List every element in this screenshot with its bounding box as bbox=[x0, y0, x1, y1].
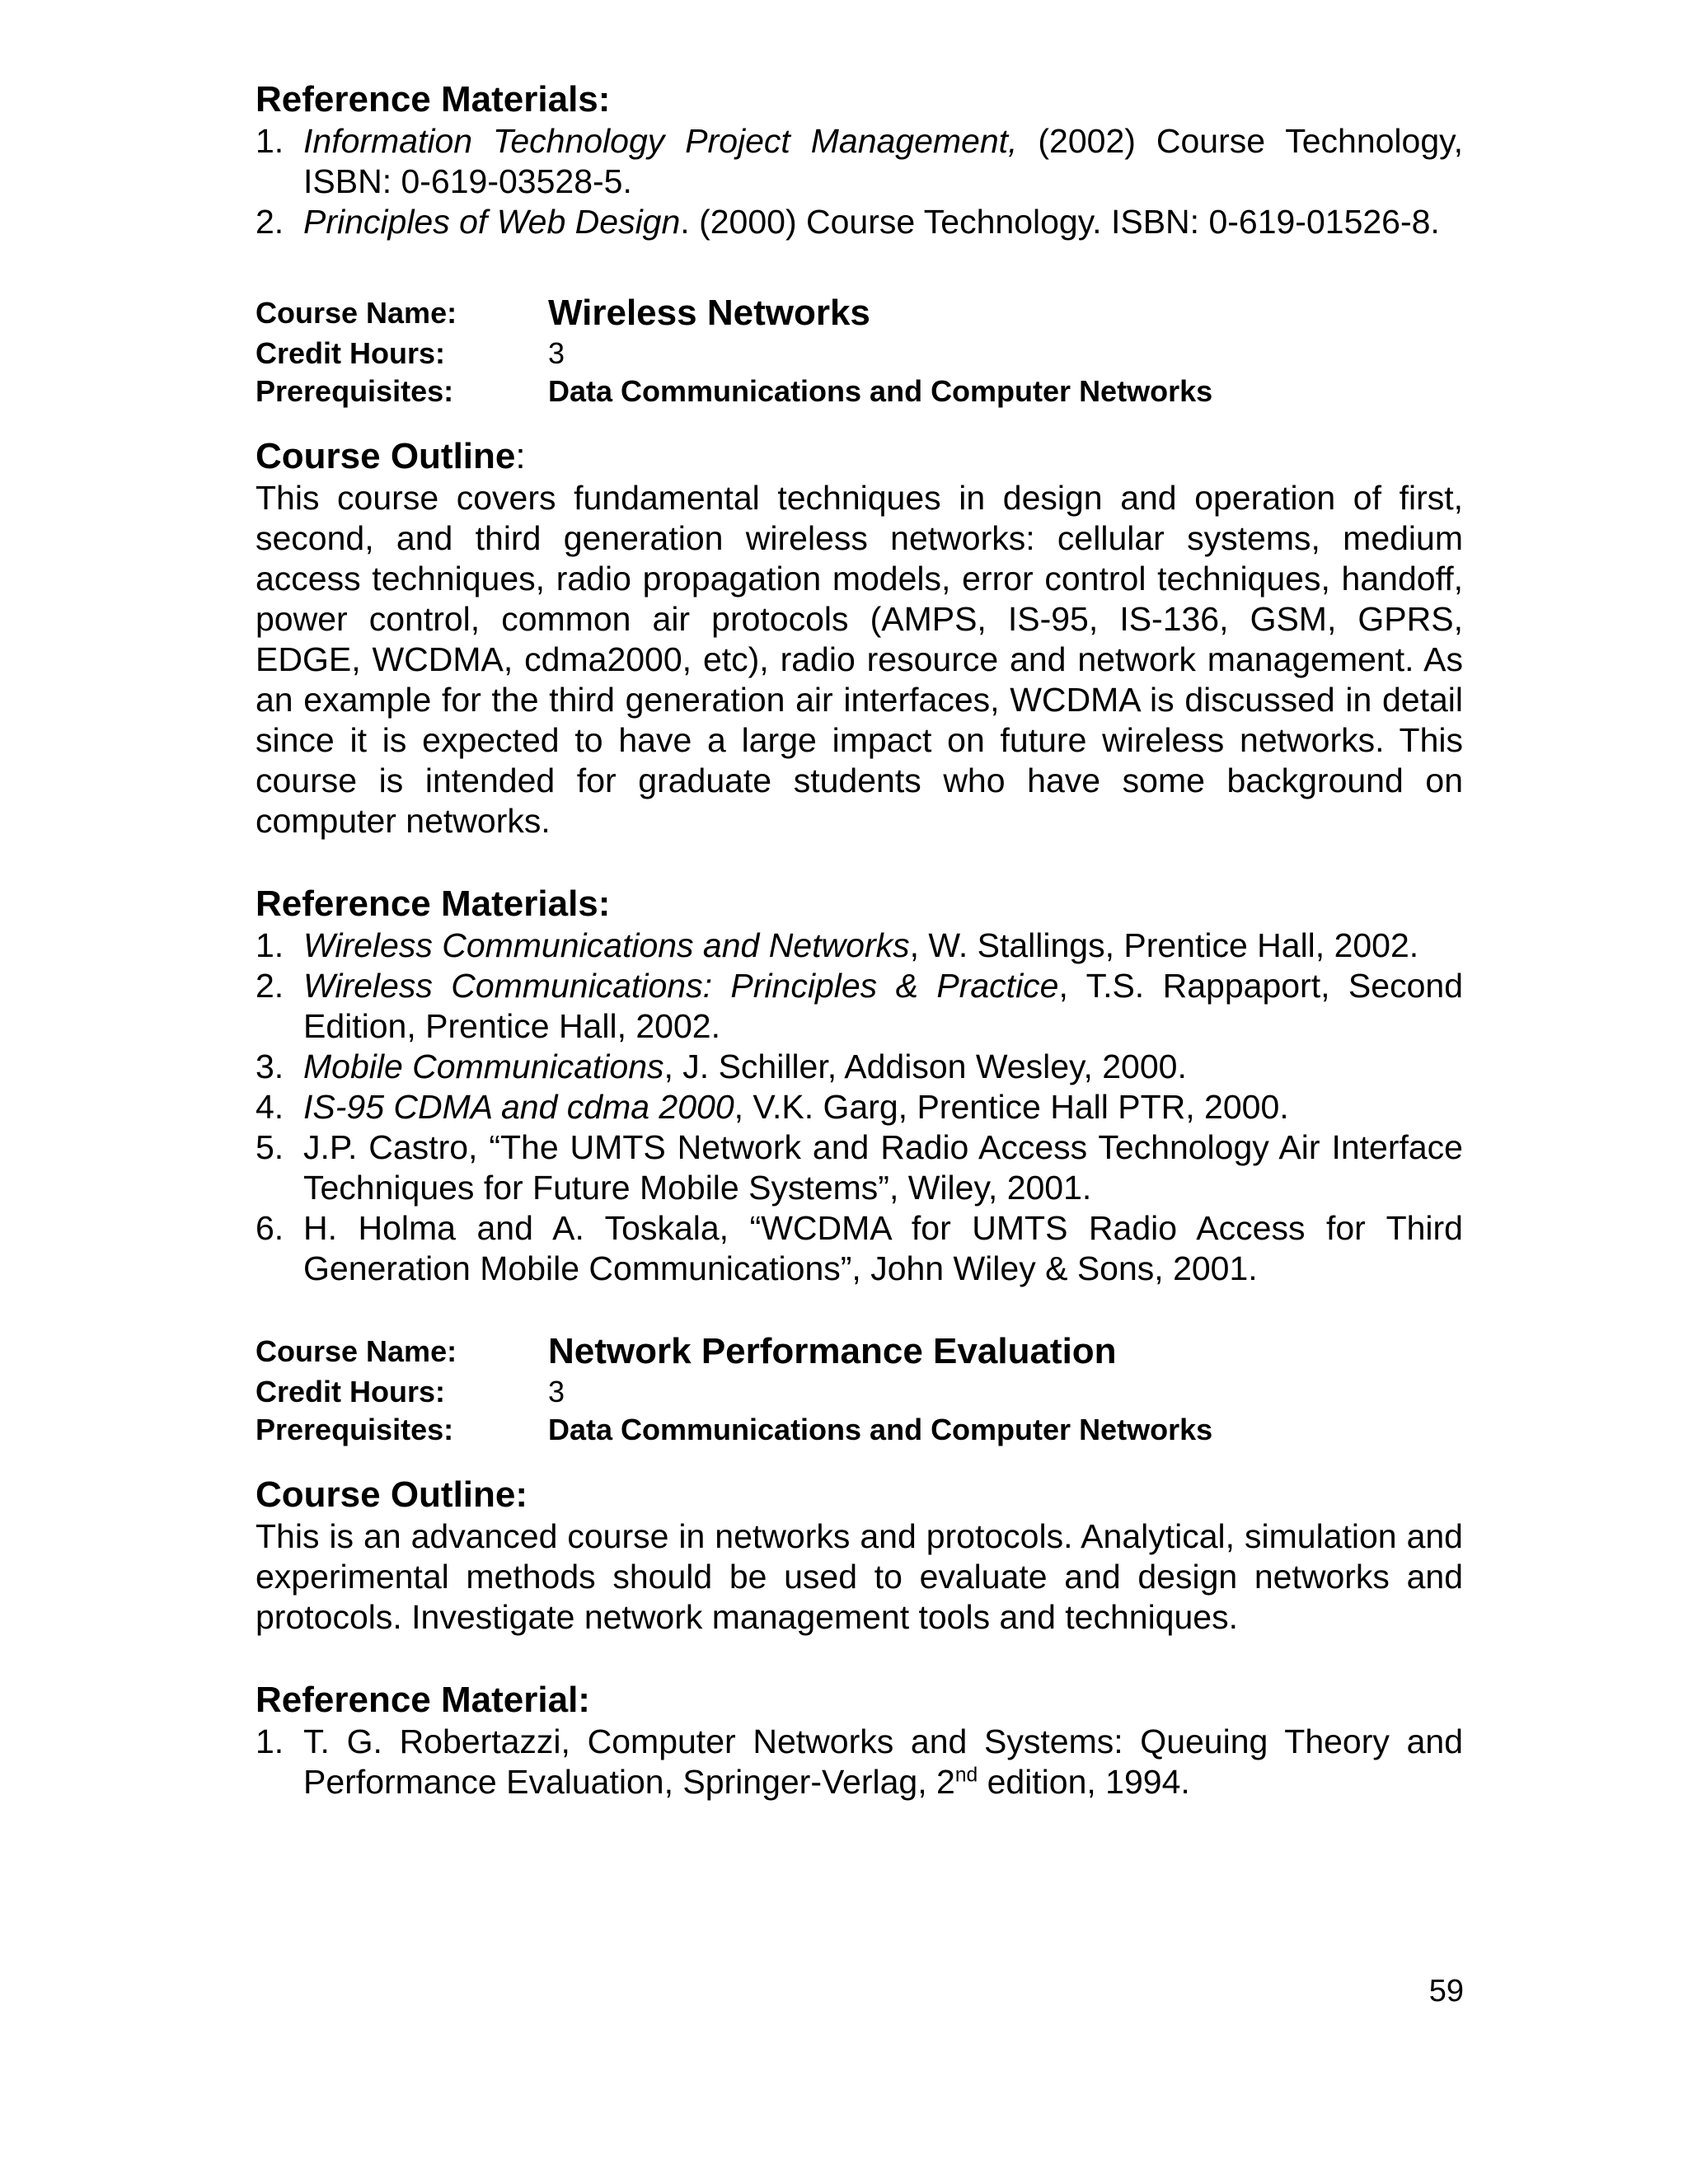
reference-item bbox=[256, 1722, 1463, 1802]
reference-item bbox=[256, 121, 1463, 202]
credit-hours-value: 3 bbox=[548, 336, 565, 370]
course-outline-heading: Course Outline: bbox=[256, 1474, 528, 1515]
reference-material-heading: Reference Material: bbox=[256, 1680, 590, 1720]
prerequisites-label: Prerequisites: bbox=[256, 374, 454, 408]
reference-number: 2. bbox=[256, 203, 284, 241]
course-outline-heading-colon: : bbox=[515, 436, 526, 476]
reference-details: J.P. Castro, “The UMTS Network and Radio Access Technology Air Interface Techniques for Future Mobile Systems”, Wiley, 2001. bbox=[303, 1128, 1463, 1207]
reference-item bbox=[256, 202, 1463, 242]
reference-materials-heading: Reference Materials: bbox=[256, 883, 611, 924]
reference-item bbox=[256, 1047, 1463, 1087]
reference-title: IS-95 CDMA and cdma 2000 bbox=[303, 1088, 734, 1126]
course-name-label: Course Name: bbox=[256, 296, 457, 330]
reference-details: , W. Stallings, Prentice Hall, 2002. bbox=[909, 926, 1419, 964]
reference-number: 2. bbox=[256, 967, 284, 1005]
course-outline-heading bbox=[256, 435, 1463, 478]
reference-details: (2002) Course Technology, ISBN: 0-619-03528-5. bbox=[303, 122, 1463, 200]
reference-item bbox=[256, 1127, 1463, 1208]
reference-item bbox=[256, 1087, 1463, 1127]
reference-details-end: edition, 1994. bbox=[978, 1763, 1190, 1801]
reference-title: Information Technology Project Management, bbox=[303, 122, 1018, 160]
credit-hours-value: 3 bbox=[548, 1375, 565, 1408]
course-name: Wireless Networks bbox=[548, 293, 870, 333]
reference-materials-heading: Reference Materials: bbox=[256, 79, 611, 120]
reference-item bbox=[256, 926, 1463, 966]
credit-hours-label: Credit Hours: bbox=[256, 336, 446, 370]
reference-title: Principles of Web Design bbox=[303, 203, 681, 241]
edition-superscript: nd bbox=[954, 1764, 978, 1787]
reference-number: 1. bbox=[256, 926, 284, 964]
course-info-network-performance-evaluation bbox=[256, 1330, 1463, 1449]
page-number: 59 bbox=[1428, 1974, 1464, 2008]
course-name: Network Performance Evaluation bbox=[548, 1331, 1117, 1371]
reference-item bbox=[256, 1208, 1463, 1289]
reference-details: . (2000) Course Technology. ISBN: 0-619-01526-8. bbox=[680, 203, 1440, 241]
reference-list bbox=[256, 1722, 1463, 1802]
reference-title: Wireless Communications: Principles & Practice bbox=[303, 967, 1059, 1005]
reference-details: , J. Schiller, Addison Wesley, 2000. bbox=[663, 1047, 1187, 1085]
prerequisites-value: Data Communications and Computer Networks bbox=[548, 1413, 1213, 1446]
course-outline-heading-text: Course Outline bbox=[256, 436, 516, 476]
reference-number: 3. bbox=[256, 1047, 284, 1085]
course-name-label: Course Name: bbox=[256, 1334, 457, 1368]
course-outline-text: This is an advanced course in networks and protocols. Analytical, simulation and experimental methods should be used to evaluate and design networks and protocols. Investigate network management tools and techniques. bbox=[256, 1517, 1463, 1636]
reference-list bbox=[256, 926, 1463, 1289]
reference-details: T. G. Robertazzi, Computer Networks and Systems: Queuing Theory and Performance Evaluation, Springer-Verlag, 2 bbox=[303, 1722, 1463, 1801]
reference-list bbox=[256, 121, 1463, 242]
reference-number: 5. bbox=[256, 1128, 284, 1166]
prerequisites-label: Prerequisites: bbox=[256, 1413, 454, 1446]
reference-number: 6. bbox=[256, 1209, 284, 1247]
document-page bbox=[256, 78, 1463, 1802]
reference-details: , V.K. Garg, Prentice Hall PTR, 2000. bbox=[734, 1088, 1289, 1126]
reference-details: H. Holma and A. Toskala, “WCDMA for UMTS Radio Access for Third Generation Mobile Communications”, John Wiley & Sons, 2001. bbox=[303, 1209, 1463, 1287]
reference-number: 1. bbox=[256, 122, 284, 160]
reference-title: Mobile Communications bbox=[303, 1047, 664, 1085]
reference-details: , T.S. Rappaport, Second Edition, Prentice Hall, 2002. bbox=[303, 967, 1463, 1045]
reference-item bbox=[256, 966, 1463, 1047]
reference-title: Wireless Communications and Networks bbox=[303, 926, 910, 964]
reference-number: 4. bbox=[256, 1088, 284, 1126]
course-outline-text: This course covers fundamental techniques in design and operation of first, second, and third generation wireless networks: cellular systems, medium access techniques, radio propagation models, error control techniques, handoff, power control, common air protocols (AMPS, IS-95, IS-136, GSM, GPRS, EDGE, WCDMA, cdma2000, etc), radio resource and network management. As an example for the third generation air interfaces, WCDMA is discussed in detail since it is expected to have a large impact on future wireless networks. This course is intended for graduate students who have some background on computer networks. bbox=[256, 479, 1463, 840]
course-info-wireless-networks bbox=[256, 292, 1463, 410]
reference-number: 1. bbox=[256, 1722, 284, 1760]
prerequisites-value: Data Communications and Computer Networks bbox=[548, 374, 1213, 408]
credit-hours-label: Credit Hours: bbox=[256, 1375, 446, 1408]
